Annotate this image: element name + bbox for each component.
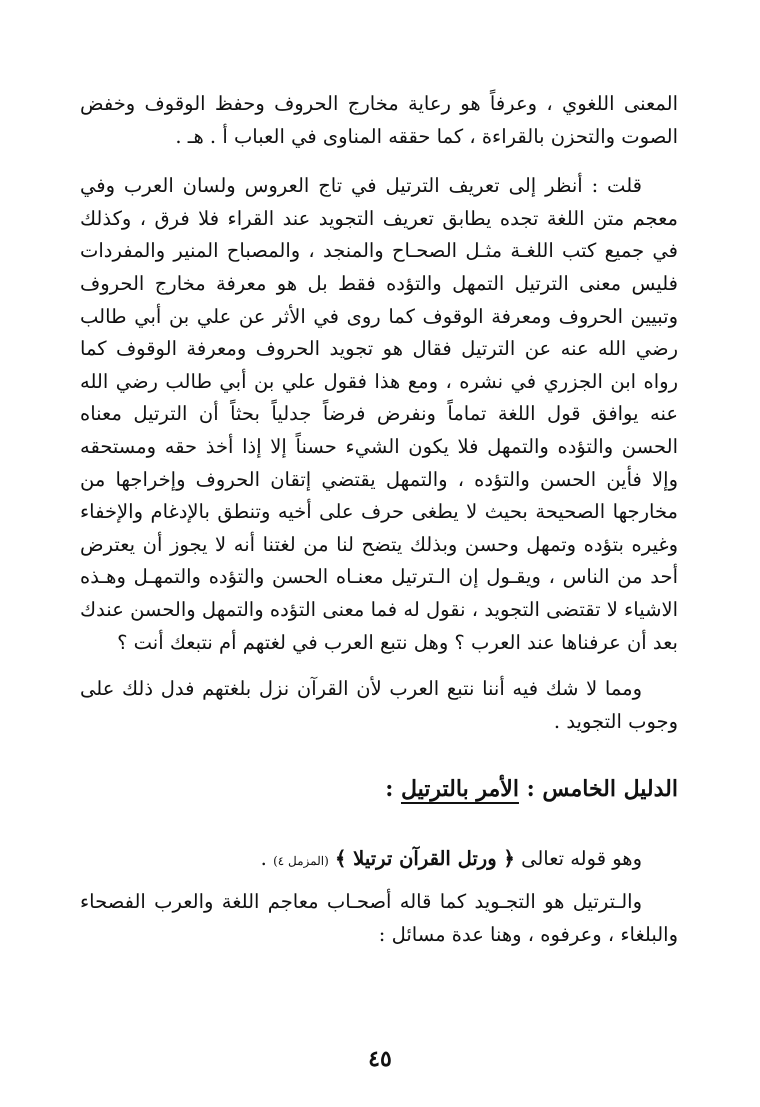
section-heading	[80, 772, 678, 806]
heading-colon: :	[385, 776, 394, 803]
verse-intro: وهو قوله تعالى	[521, 847, 642, 871]
quran-verse: ﴿ ورتل القرآن ترتيلا ﴾	[334, 847, 515, 871]
heading-main: الدليل الخامس :	[526, 776, 678, 803]
paragraph-1: المعنى اللغوي ، وعرفاً هو رعاية مخارج الحروف وحفظ الوقوف وخفض الصوت والتحزن بالقراءة ، كما حققه المناوى في العباب أ . هـ .	[80, 92, 678, 148]
paragraph-2: قلت : أنظر إلى تعريف الترتيل في تاج العروس ولسان العرب وفي معجم متن اللغة تجده يطابق تعريف التجويد عند القراء فلا فرق ، وكذلك في جميع كتب اللغـة مثـل الصحـاح والمنجد ، والمصباح المنير والمفردات فليس معنى الترتيل التمهل والتؤده فقط بل هو معرفة مخارج الحروف وتبيين الحروف ومعرفة الوقوف كما روى في الأثر عن علي بن أبي طالب رضي الله عنه عن الترتيل فقال هو تجويد الحروف ومعرفة الوقوف كما رواه ابن الجزري في نشره ، ومع هذا فقول علي بن أبي طالب رضي الله عنه يوافق قول اللغة تماماً ونفرض فرضاً جدلياً بحثاً أن الترتيل معناه الحسن والتؤده والتمهل فلا يكون الشيء حسناً إلا إذا أخذ حقه ومستحقه وإلا فأين الحسن والتؤده ، والتمهل يقتضي إتقان الحروف وإخراجها من مخارجها الصحيحة بحيث لا يطغى حرف على أخيه وتنطق بالإدغام والإخفاء وغيره بتؤده وتمهل وحسن وبذلك يتضح لنا من لغتنا أنه لا يجوز أن يعترض أحد من الناس ، ويقـول إن الـترتيل معنـاه الحسن والتؤده والتمهـل وهـذه الاشياء لا تقتضى التجويد ، نقول له فما معنى التؤده والتمهل والحسن عندك بعد أن عرفناها عند العرب ؟ وهل نتبع العرب في لغتهم أم نتبعك أنت ؟	[80, 174, 678, 654]
page-number: ٤٥	[368, 1046, 392, 1072]
heading-sub: الأمر بالترتيل	[400, 776, 519, 803]
verse-reference: (المزمل ٤)	[273, 854, 329, 869]
paragraph-4: والـترتيل هو التجـويد كما قاله أصحـاب معاجم اللغة والعرب الفصحاء والبلغاء ، وعرفوه ، وهنا عدة مسائل :	[80, 890, 678, 946]
verse-end: .	[260, 847, 267, 871]
verse-line	[80, 842, 678, 878]
paragraph-3: ومما لا شك فيه أننا نتبع العرب لأن القرآن نزل بلغتهم فدل ذلك على وجوب التجويد .	[80, 677, 678, 733]
